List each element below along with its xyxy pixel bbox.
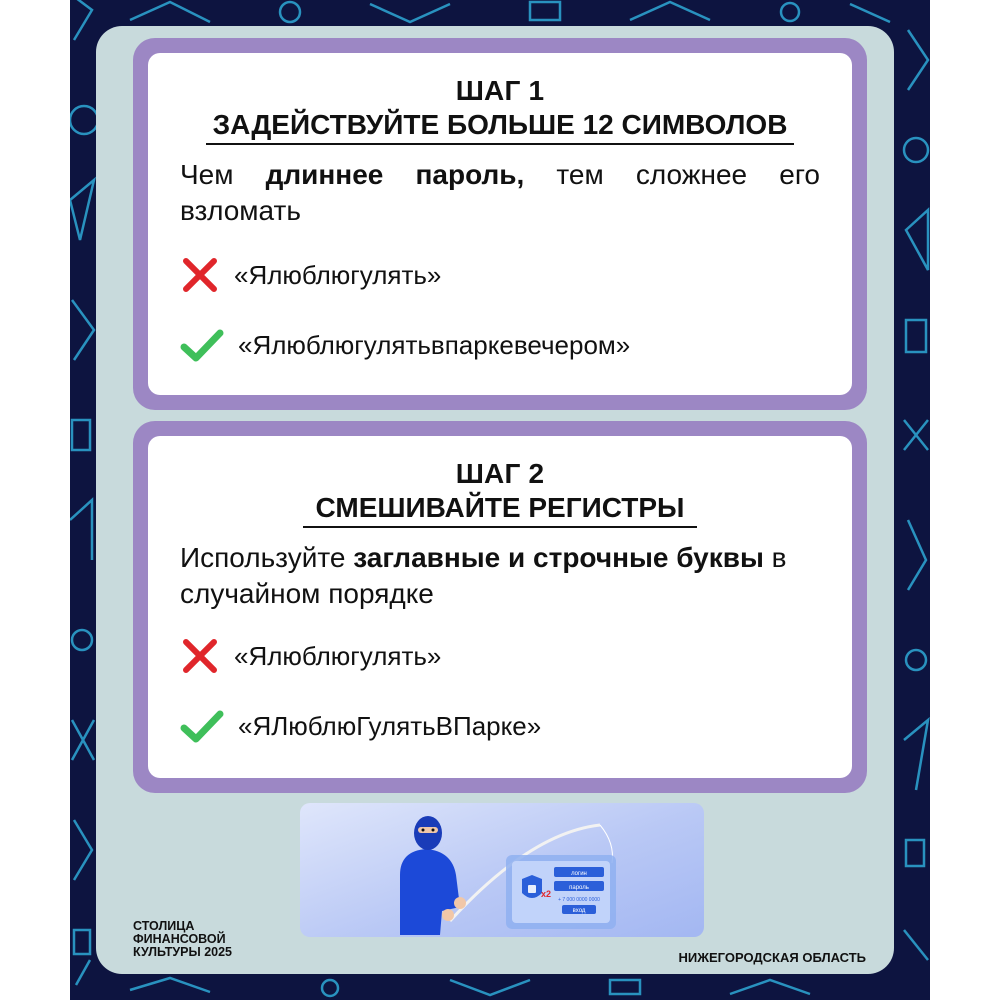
- footer-region: НИЖЕГОРОДСКАЯ ОБЛАСТЬ: [678, 950, 866, 965]
- multiplier-text: x2: [540, 889, 552, 899]
- step-2-card-body: [148, 436, 852, 778]
- step-2-heading: СМЕШИВАЙТЕ РЕГИСТРЫ: [315, 492, 685, 523]
- login-label: логин: [571, 871, 587, 877]
- step-2-bad-example-text: «Ялюблюгулять»: [234, 640, 442, 671]
- step-1-good-example-text: «Ялюблюгулятьвпаркевечером»: [238, 329, 631, 360]
- step-2-good-example-text: «ЯЛюблюГулятьВПарке»: [238, 710, 542, 741]
- enter-label: вход: [572, 908, 586, 914]
- footer-logo-text: СТОЛИЦА ФИНАНСОВОЙ КУЛЬТУРЫ 2025: [133, 919, 232, 959]
- step-1-good-example: [180, 323, 820, 367]
- step-1-heading: ЗАДЕЙСТВУЙТЕ БОЛЬШЕ 12 СИМВОЛОВ: [212, 109, 788, 140]
- cross-icon: [180, 636, 220, 676]
- hacker-fishing-icon: [300, 803, 704, 937]
- step-1-bad-example-text: «Ялюблюгулять»: [234, 259, 442, 290]
- password-label: пароль: [569, 885, 589, 891]
- check-icon: [180, 325, 224, 365]
- cross-icon: [180, 255, 220, 295]
- step-1-bad-example: [180, 253, 820, 297]
- check-icon: [180, 706, 224, 746]
- step-1-title: ШАГ 1: [455, 75, 545, 106]
- step-2-card: [133, 421, 867, 793]
- step-1-card: [133, 38, 867, 410]
- step-1-card-body: [148, 53, 852, 395]
- hacker-illustration: [300, 803, 704, 937]
- step-2-description: Используйте заглавные и строчные буквы в случайном порядке: [180, 542, 787, 609]
- step-1-description: Чем длиннее пароль, тем сложнее его взломать: [180, 159, 821, 226]
- step-2-heading-underline: [303, 526, 697, 528]
- step-2-bad-example: [180, 634, 820, 678]
- step-2-title: ШАГ 2: [455, 458, 545, 489]
- step-1-heading-underline: [206, 143, 794, 145]
- step-2-good-example: [180, 704, 820, 748]
- phone-number-text: + 7 000 0000 0000: [558, 897, 600, 903]
